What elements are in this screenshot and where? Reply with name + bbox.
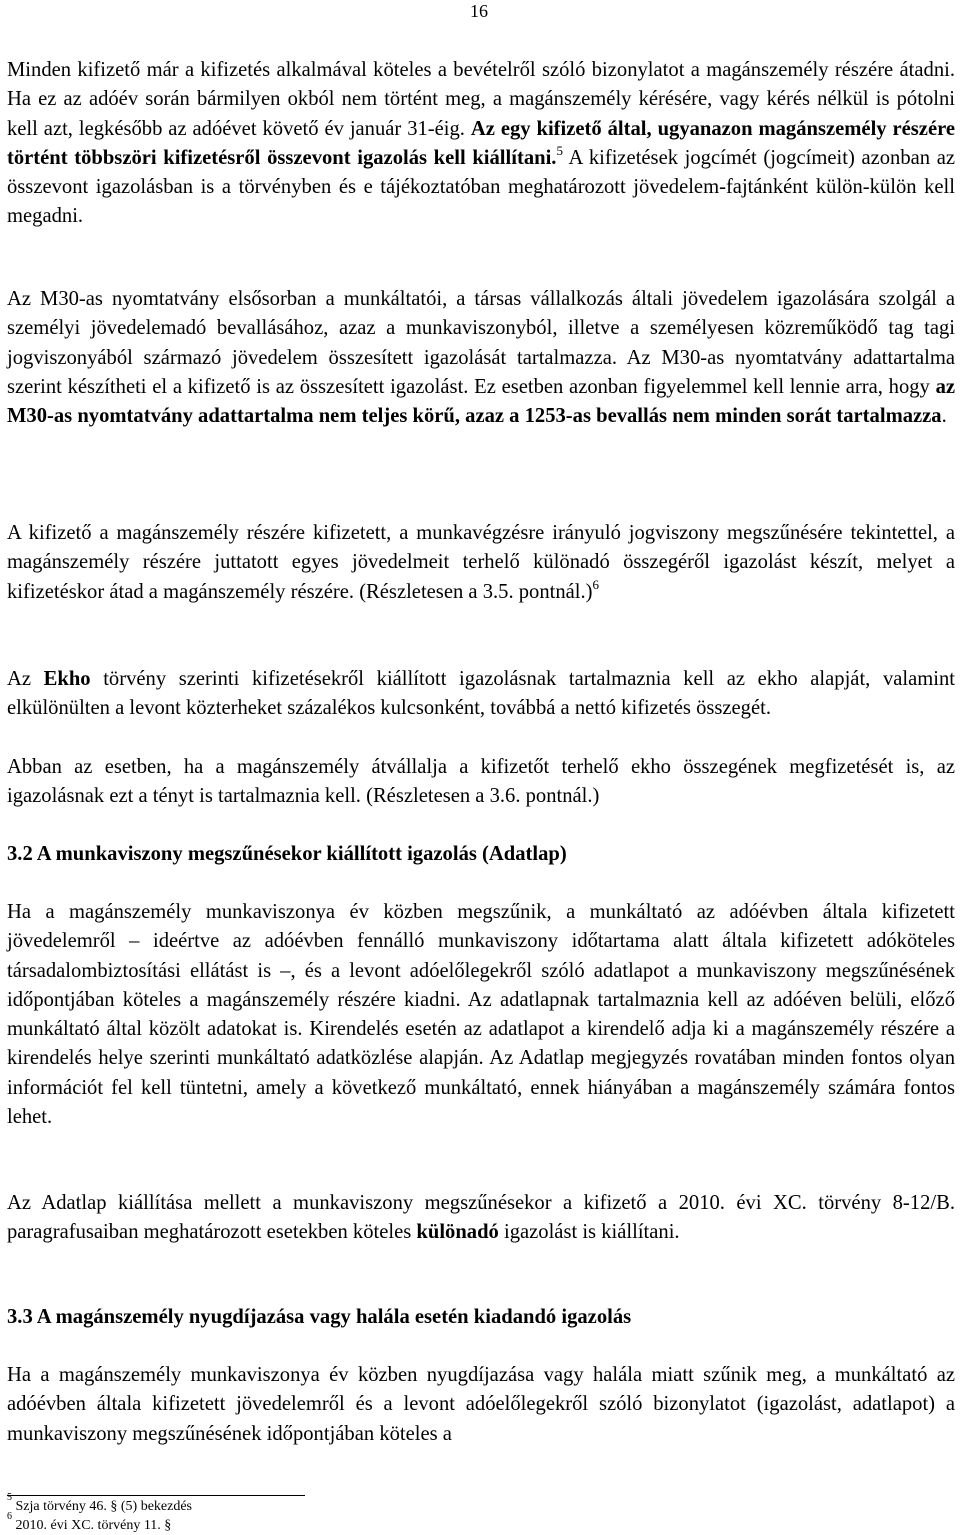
footnote-5-text: Szja törvény 46. § (5) bekezdés [15, 1499, 192, 1514]
paragraph-1-text: Minden kifizető már a kifizetés alkalmával köteles a bevételről szóló bizonylatot a magánszemély részére átadni. Ha ez az adóév során bármilyen okból nem történt meg, a magánszemély kérésére, vagy kérés nélkül is pótolni kell azt, legkésőbb az adóévet követő év január 31-éig. [7, 59, 955, 140]
paragraph-6: Ha a magánszemély munkaviszonya év közben megszűnik, a munkáltató az adóévben általa kifizetett jövedelemről – ideértve az adóévben fennálló munkaviszony időtartama alatt általa kifizetett adóköteles társadalombiztosítási ellátást is –, és a levont adóelőlegekről szóló adatlapot a munkaviszony megszűnésének időpontjában köteles a magánszemély részére kiadni. Az adatlapnak tartalmaznia kell az adóéven belüli, előző munkáltató által közölt adatokat is. Kirendelés esetén az adatlapot a kirendelő adja ki a magánszemély részére a kirendelés helye szerinti munkáltató adatközlése alapján. Az Adatlap megjegyzés rovatában minden fontos olyan információt fel kell tüntetni, amely a következő munkáltató, ennek hiányában a magánszemély számára fontos lehet. [7, 901, 955, 1129]
footnote-ref-5[interactable]: 5 [556, 143, 563, 159]
paragraph-8: Ha a magánszemély munkaviszonya év közben nyugdíjazása vagy halála miatt szűnik meg, a munkáltató az adóévben általa kifizetett jövedelemről és a levont adóelőlegekről szóló bizonylatot (igazolást, adatlapot) a munkaviszony megszűnésének időpontjában köteles a [7, 1364, 955, 1445]
paragraph-3 [7, 519, 955, 607]
paragraph-2 [7, 285, 955, 431]
footnote-6-number: 6 [7, 1511, 12, 1523]
paragraph-7 [7, 1189, 955, 1248]
footnote-6-text: 2010. évi XC. törvény 11. § [15, 1518, 172, 1533]
paragraph-5: Abban az esetben, ha a magánszemély átvállalja a kifizetőt terhelő ekho összegének megfizetését is, az igazolásnak ezt a tényt is tartalmaznia kell. (Részletesen a 3.6. pontnál.) [7, 756, 955, 808]
paragraph-3-text: A kifizető a magánszemély részére kifizetett, a munkavégzésre irányuló jogviszony megszűnésére tekintettel, a magánszemély részére juttatott egyes jövedelmeit terhelő különadó összegéről igazolást készít, melyet a kifizetéskor átad a magánszemély részére. (Részletesen a 3.5. pontnál.) [7, 522, 955, 603]
paragraph-4-bold: Ekho [43, 668, 91, 690]
paragraph-1 [7, 56, 955, 232]
footnote-5-number: 5 [7, 1492, 12, 1504]
paragraph-7-text-end: igazolást is kiállítani. [498, 1221, 680, 1244]
paragraph-2-text: Az M30-as nyomtatvány elsősorban a munkáltatói, a társas vállalkozás általi jövedelem igazolására szolgál a személyi jövedelemadó bevallásához, azaz a munkaviszonyból, illetve a személyesen közreműködő tag tagi jogviszonyából származó jövedelem összesített igazolását tartalmazza. Az M30-as nyomtatvány adattartalma szerint készítheti el a kifizető is az összesített igazolást. Ez esetben azonban figyelemmel kell lennie arra, hogy [7, 288, 955, 398]
paragraph-2-end: . [941, 405, 947, 428]
paragraph-1-bold: Az egy kifizető által, ugyanazon magánszemély részére történt többszöri kifizetésről összevont igazolás kell kiállítani. [7, 117, 956, 169]
paragraph-4 [7, 665, 955, 724]
section-heading-3-2: 3.2 A munkaviszony megszűnésekor kiállított igazolás (Adatlap) [7, 843, 567, 865]
paragraph-7-text: Az Adatlap kiállítása mellett a munkaviszony megszűnésekor a kifizető a 2010. évi XC. törvény 8-12/B. paragrafusaiban meghatározott esetekben köteles [7, 1192, 955, 1244]
page-number: 16 [470, 1, 488, 21]
footnote-divider [7, 1495, 305, 1496]
section-heading-3-3: 3.3 A magánszemély nyugdíjazása vagy halála esetén kiadandó igazolás [7, 1306, 632, 1328]
footnote-ref-6[interactable]: 6 [592, 576, 600, 592]
paragraph-4-text: Az [7, 668, 44, 690]
paragraph-1-text-end: A kifizetések jogcímét (jogcímeit) azonban az összevont igazolásban is a törvényben és e tájékoztatóban meghatározott jövedelem-fajtánként külön-külön kell megadni. [7, 146, 955, 228]
footnote-5 [7, 1492, 192, 1516]
paragraph-2-bold: az M30-as nyomtatvány adattartalma nem teljes körű, azaz a 1253-as bevallás nem minden sorát tartalmazza [7, 375, 955, 428]
paragraph-7-bold: különadó [416, 1221, 499, 1244]
paragraph-4-text-end: törvény szerinti kifizetésekről kiállított igazolásnak tartalmaznia kell az ekho alapját, valamint elkülönülten a levont közterheket százalékos kulcsonként, továbbá a nettó kifizetés összegét. [7, 668, 955, 720]
footnotes [7, 1492, 192, 1535]
footnote-6 [7, 1511, 192, 1535]
